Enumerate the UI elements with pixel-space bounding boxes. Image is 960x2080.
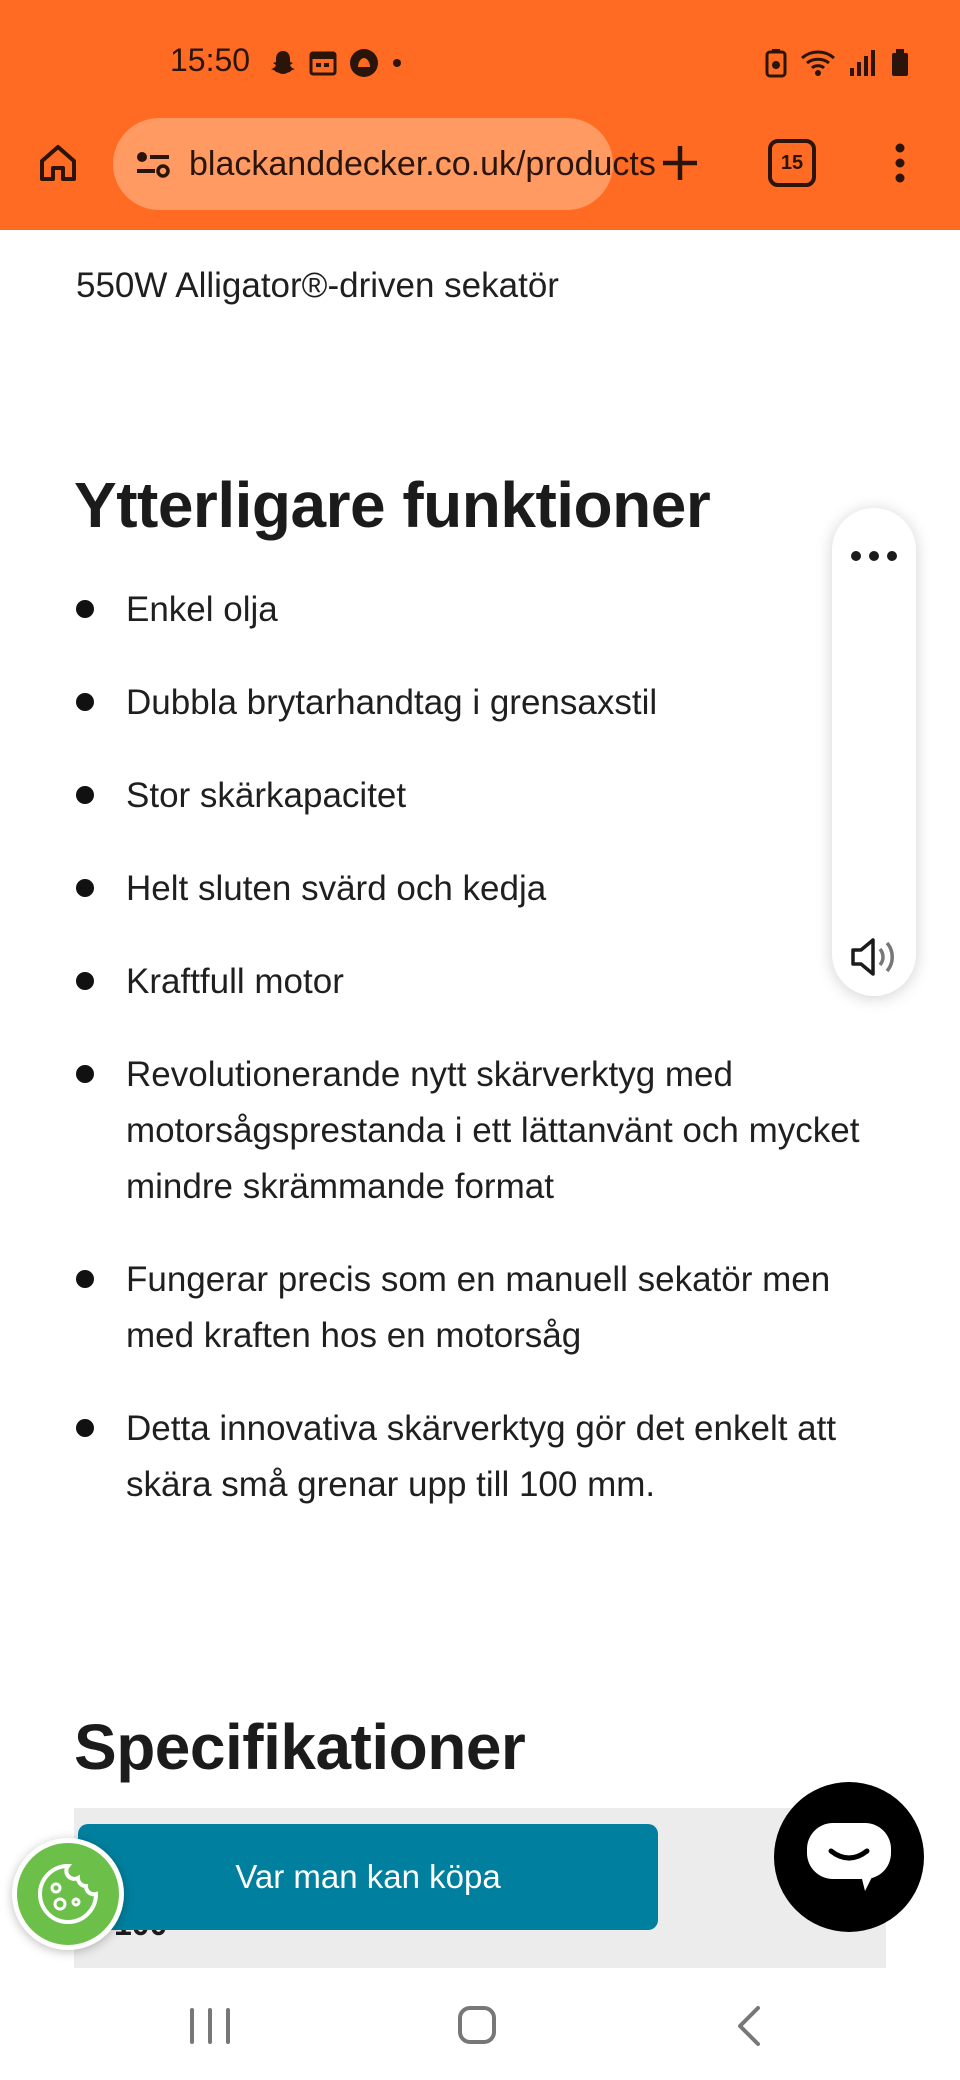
- tab-switcher-button[interactable]: [768, 139, 816, 187]
- battery-icon: [890, 48, 910, 78]
- bullet-icon: [76, 972, 94, 990]
- feature-text: Stor skärkapacitet: [126, 776, 407, 815]
- feature-text: Fungerar precis som en manuell sekatör men med kraften hos en motorsåg: [126, 1260, 831, 1355]
- calendar-icon: [308, 48, 338, 78]
- features-list: [74, 582, 904, 1550]
- list-item: [74, 1401, 904, 1513]
- bullet-icon: [76, 786, 94, 804]
- more-vert-icon: [894, 143, 906, 183]
- feature-text: Dubbla brytarhandtag i grensaxstil: [126, 683, 658, 722]
- site-settings-button[interactable]: [133, 144, 173, 184]
- battery-saver-icon: [764, 48, 788, 78]
- system-status-icons: [764, 46, 910, 80]
- signal-icon: [848, 48, 878, 78]
- list-item: [74, 675, 904, 731]
- specs-heading: Specifikationer: [74, 1711, 526, 1783]
- bullet-icon: [76, 1065, 94, 1083]
- app-notification-icon: [348, 47, 380, 79]
- feature-text: Enkel olja: [126, 590, 278, 629]
- feature-text: Kraftfull motor: [126, 962, 344, 1001]
- url-text[interactable]: blackanddecker.co.uk/products: [189, 144, 656, 183]
- back-icon[interactable]: [730, 2004, 770, 2048]
- list-item: [74, 1252, 904, 1364]
- features-heading: Ytterligare funktioner: [74, 469, 711, 541]
- browser-top-bar: [0, 0, 960, 230]
- cookie-icon: [36, 1862, 100, 1926]
- more-horiz-icon: [850, 550, 898, 562]
- feature-text: Revolutionerande nytt skärverktyg med motorsågsprestanda i ett lättanvänt och mycket mindre skrämmande format: [126, 1055, 860, 1206]
- where-to-buy-button[interactable]: Var man kan köpa: [78, 1824, 658, 1930]
- status-time: 15:50: [170, 42, 251, 78]
- tune-icon: [135, 149, 171, 179]
- status-bar: [0, 0, 960, 120]
- bullet-icon: [76, 1419, 94, 1437]
- new-tab-button[interactable]: [650, 133, 710, 193]
- android-nav-bar: [0, 1968, 960, 2080]
- more-notifications-dot-icon: [390, 56, 404, 70]
- snapchat-icon: [268, 48, 298, 78]
- panel-more-button[interactable]: [844, 536, 904, 576]
- url-bar[interactable]: [113, 118, 656, 210]
- recent-apps-button[interactable]: [190, 2008, 230, 2044]
- nav-home-button[interactable]: [458, 2006, 496, 2044]
- product-intro-text: 550W Alligator®-driven sekatör: [76, 266, 559, 305]
- list-item: [74, 582, 904, 638]
- chat-button[interactable]: [774, 1782, 924, 1932]
- list-item: [74, 954, 904, 1010]
- speaker-icon: [849, 936, 899, 978]
- chat-bubble-icon: [805, 1821, 893, 1893]
- media-side-panel: [832, 508, 916, 996]
- bullet-icon: [76, 879, 94, 897]
- sound-button[interactable]: [844, 932, 904, 982]
- tab-count: 15: [780, 151, 804, 174]
- home-button[interactable]: [30, 135, 86, 191]
- browser-menu-button[interactable]: [880, 133, 920, 193]
- list-item: [74, 861, 904, 917]
- bullet-icon: [76, 1270, 94, 1288]
- home-icon: [36, 141, 80, 185]
- cookie-settings-button[interactable]: [12, 1838, 124, 1950]
- wifi-icon: [800, 48, 836, 78]
- bullet-icon: [76, 600, 94, 618]
- list-item: [74, 768, 904, 824]
- bullet-icon: [76, 693, 94, 711]
- list-item: [74, 1047, 904, 1215]
- notification-icons: [268, 46, 404, 80]
- browser-toolbar: [0, 115, 960, 215]
- feature-text: Helt sluten svärd och kedja: [126, 869, 547, 908]
- plus-icon: [660, 143, 700, 183]
- feature-text: Detta innovativa skärverktyg gör det enkelt att skära små grenar upp till 100 mm.: [126, 1409, 837, 1504]
